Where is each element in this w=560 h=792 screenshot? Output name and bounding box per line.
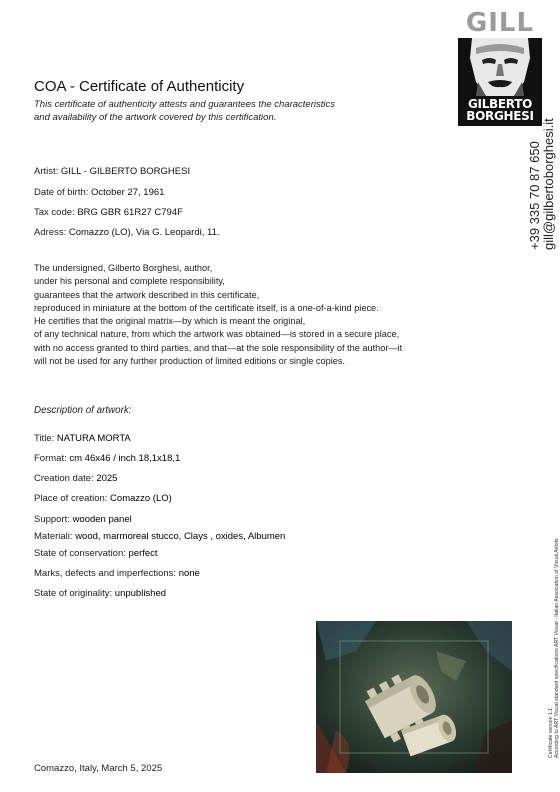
field-title [34, 433, 131, 444]
dob-row [34, 187, 164, 198]
field-value: unpublished [114, 588, 167, 599]
tax-code-row [34, 207, 183, 218]
vertical-contact [528, 118, 556, 250]
artwork-miniature [316, 621, 512, 773]
field-label: Materiali: [34, 531, 73, 542]
field-value: Comazzo (LO) [110, 493, 172, 504]
field-support [34, 514, 132, 525]
logo-portrait-box [458, 38, 542, 126]
address-label: Adress: [34, 227, 67, 238]
artist-value: GILL - GILBERTO BORGHESI [60, 166, 191, 177]
field-value: none [178, 568, 200, 579]
authenticity-statement [34, 262, 464, 368]
tax-code-value: BRG GBR 61R27 C794F [77, 207, 183, 218]
dob-label: Date of birth: [34, 187, 89, 198]
field-value: NATURA MORTA [56, 433, 131, 444]
field-value: 2025 [96, 473, 118, 484]
field-conservation [34, 548, 158, 559]
statement-line: reproduced in miniature at the bottom of the certificate itself, is a one-of-a-kind piece. [34, 302, 379, 313]
field-materials [34, 531, 285, 542]
field-label: State of originality: [34, 588, 113, 599]
field-label: Support: [34, 514, 70, 525]
field-label: Title: [34, 433, 55, 444]
document-subtitle [34, 98, 434, 124]
logo-name-first: GILBERTO [468, 97, 532, 111]
description-heading: Description of artwork: [34, 405, 132, 416]
statement-line: The undersigned, Gilberto Borghesi, author, [34, 263, 213, 273]
field-label: Marks, defects and imperfections: [34, 568, 177, 579]
logo-name-last: BORGHESI [466, 109, 534, 123]
field-label: Format: [34, 453, 67, 464]
statement-line: with no access granted to third parties, and that—at the sole responsibility of the author—it [34, 342, 403, 353]
address-value: Comazzo (LO), Via G. Leopardi, 11. [68, 227, 220, 238]
email-address: gill@gilbertoborghesi.it [541, 118, 556, 250]
field-originality [34, 588, 166, 599]
field-value: wood, marmoreal stucco, Clays , oxides, Albumen [75, 531, 286, 542]
subtitle-line: and availability of the artwork covered by this certification. [34, 112, 277, 123]
field-value: wooden panel [72, 514, 132, 525]
artist-label: Artist: [34, 166, 59, 177]
statement-line: of any technical nature, from which the artwork was obtained—is stored in a secure place, [34, 329, 400, 340]
field-format [34, 453, 180, 464]
dob-value: October 27, 1961 [91, 187, 165, 198]
field-place-of-creation [34, 493, 172, 504]
artist-logo [458, 10, 542, 128]
statement-line: He certifies that the original matrix—by which is meant the original, [34, 316, 306, 327]
field-label: State of conservation: [34, 548, 126, 559]
subtitle-line: This certificate of authenticity attests and guarantees the characteristics [34, 99, 335, 110]
statement-line: under his personal and complete responsibility, [34, 276, 225, 287]
statement-line: will not be used for any further production of limited editions or single copies. [34, 356, 346, 367]
field-label: Creation date: [34, 473, 94, 484]
certificate-version: Certificate version 1.1 [548, 707, 554, 758]
field-label: Place of creation: [34, 493, 108, 504]
field-value: perfect [128, 548, 158, 559]
logo-gill-text: GILL [465, 8, 535, 38]
artist-row [34, 166, 190, 177]
document-title: COA - Certificate of Authenticity [34, 78, 245, 95]
statement-line: guarantees that the artwork described in this certificate, [34, 289, 260, 300]
place-and-date: Comazzo, Italy, March 5, 2025 [34, 763, 163, 774]
address-row [34, 227, 220, 238]
certificate-standard: According to ART Visual standard specifications ART Visual - Italian Association of Visual Artists [554, 538, 560, 758]
phone-number: +39 335 70 87 650 [527, 141, 542, 250]
field-value: cm 46x46 / inch 18,1x18,1 [69, 453, 181, 464]
field-creation-date [34, 473, 117, 484]
tax-code-label: Tax code: [34, 207, 75, 218]
field-marks [34, 568, 200, 579]
artwork-image [316, 621, 512, 773]
vertical-certificate-note [548, 538, 560, 758]
portrait-face-icon [458, 38, 542, 100]
